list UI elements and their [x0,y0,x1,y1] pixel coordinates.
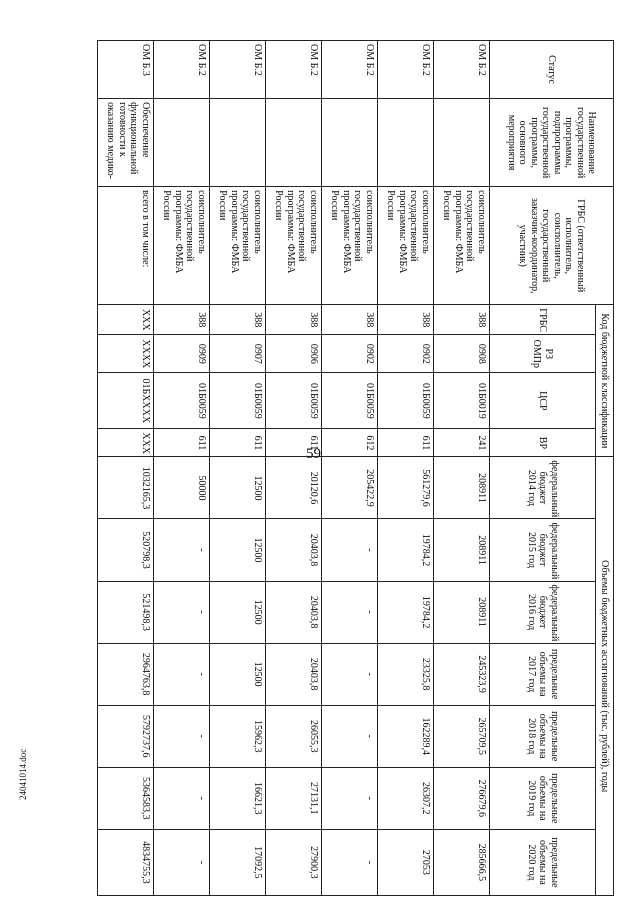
code-cell: 01Б0059 [378,373,434,429]
amount-col-header: предельные объемы на 2020 год [490,829,596,895]
amount-cell: 20403,8 [266,643,322,705]
amount-cell: 20120,6 [266,457,322,519]
amount-cell: 1032165,3 [98,457,154,519]
code-cell: XXX [98,305,154,335]
amount-col-header: федеральный бюджет 2015 год [490,519,596,581]
code-cell: 611 [154,429,210,457]
amount-cell: - [322,643,378,705]
code-col-header: ВР [490,429,596,457]
amount-cell: - [322,767,378,829]
amount-cell: 205422,9 [322,457,378,519]
name-cell: Обеспечение функциональной готовности к оказанию медико- [98,99,154,187]
amount-col-header: федеральный бюджет 2016 год [490,581,596,643]
amount-cell: 23325,8 [378,643,434,705]
amount-cell: 208911 [434,457,490,519]
amount-cell: 162289,4 [378,705,434,767]
amount-cell: 20403,8 [266,581,322,643]
amount-cell: - [154,519,210,581]
amount-cell: 27053 [378,829,434,895]
budget-table [97,40,614,896]
code-cell: 612 [322,429,378,457]
code-cell: 01Б0059 [154,373,210,429]
amount-cell: 561279,6 [378,457,434,519]
amount-cell: - [322,519,378,581]
code-cell: 611 [378,429,434,457]
amount-cell: 27900,3 [266,829,322,895]
amount-cell: 520798,3 [98,519,154,581]
amount-cell: 208911 [434,581,490,643]
code-cell: 0908 [434,335,490,373]
status-cell: ОМ Б.2 [322,41,378,99]
code-cell: 0906 [266,335,322,373]
amount-cell: 245323,9 [434,643,490,705]
code-cell: 0902 [322,335,378,373]
code-group-header: Код бюджетной классификации [596,305,614,457]
amount-cell: 20403,8 [266,519,322,581]
amount-cell: 208911 [434,519,490,581]
rotated-table-container [36,40,614,896]
code-col-header: ГРБС [490,305,596,335]
amount-cell: 521498,3 [98,581,154,643]
amount-cell: 12500 [210,643,266,705]
code-cell: XXXX [98,335,154,373]
table-row [98,41,154,896]
status-cell: ОМ Б.2 [154,41,210,99]
status-cell: ОМ Б.2 [210,41,266,99]
amount-cell: - [154,767,210,829]
amount-cell: - [322,829,378,895]
grbs-cell: соисполнитель государственной программы: ФМБА России [322,187,378,305]
code-cell: 0907 [210,335,266,373]
grbs-cell: соисполнитель государственной программы: ФМБА России [434,187,490,305]
amount-cell: 27131,1 [266,767,322,829]
amount-cell: 26307,2 [378,767,434,829]
name-cell [434,99,490,187]
table-row [210,41,266,896]
grbs-header: ГРБС (ответственный исполнитель, соисполнитель, государственный заказчик-координатор, участник) [490,187,614,305]
amount-col-header: федеральный бюджет 2014 год [490,457,596,519]
amount-cell: 15962,3 [210,705,266,767]
amount-cell: 19784,2 [378,581,434,643]
amount-cell: 50000 [154,457,210,519]
amount-cell: - [154,705,210,767]
code-cell: 388 [378,305,434,335]
amount-cell: 5364583,3 [98,767,154,829]
table-row [154,41,210,896]
table-row [378,41,434,896]
name-cell [210,99,266,187]
code-col-header: РЗ ОМПр [490,335,596,373]
code-cell: 241 [434,429,490,457]
name-header: Наименование государственной программы, подпрограммы государственной программы, основного мероприятия [490,99,614,187]
amount-cell: 276679,6 [434,767,490,829]
code-cell: 388 [434,305,490,335]
amount-cell: 285666,5 [434,829,490,895]
amount-cell: - [154,829,210,895]
grbs-cell: соисполнитель государственной программы: ФМБА России [210,187,266,305]
amount-cell: 19784,2 [378,519,434,581]
table-row [434,41,490,896]
code-cell: XXX [98,429,154,457]
status-header: Статус [490,41,614,99]
grbs-cell: соисполнитель государственной программы: ФМБА России [378,187,434,305]
table-row [322,41,378,896]
code-cell: 611 [210,429,266,457]
amount-col-header: предельные объемы на 2017 год [490,643,596,705]
amount-cell: 17092,5 [210,829,266,895]
code-cell: 388 [210,305,266,335]
amount-col-header: предельные объемы на 2019 год [490,767,596,829]
grbs-cell: соисполнитель государственной программы: ФМБА России [154,187,210,305]
code-col-header: ЦСР [490,373,596,429]
amount-cell: 12500 [210,457,266,519]
amounts-group-header: Объемы бюджетных ассигнований (тыс. рублей), годы [596,457,614,896]
grbs-cell: соисполнитель государственной программы: ФМБА России [266,187,322,305]
code-cell: 611 [266,429,322,457]
code-cell: 388 [154,305,210,335]
amount-cell: - [322,581,378,643]
code-cell: 01Б0059 [210,373,266,429]
status-cell: ОМ Б.2 [434,41,490,99]
status-cell: ОМ Б.2 [378,41,434,99]
amount-cell: - [322,705,378,767]
amount-cell: 12500 [210,519,266,581]
amount-cell: 26055,3 [266,705,322,767]
table-row [266,41,322,896]
grbs-cell: всего в том числе: [98,187,154,305]
code-cell: 01Б0019 [434,373,490,429]
page-number: 59 [306,446,321,462]
code-cell: 388 [266,305,322,335]
amount-cell: 2964763,8 [98,643,154,705]
code-cell: 01Б0059 [266,373,322,429]
name-cell [154,99,210,187]
code-cell: 0902 [378,335,434,373]
code-cell: 01Б0059 [322,373,378,429]
status-cell: ОМ Б.2 [266,41,322,99]
code-cell: 01БXXXX [98,373,154,429]
status-cell: ОМ Б.3 [98,41,154,99]
code-cell: 0909 [154,335,210,373]
amount-cell: 16621,3 [210,767,266,829]
amount-cell: 5792737,6 [98,705,154,767]
amount-cell: 265709,5 [434,705,490,767]
footer-doc-name: 24041014.doc [18,748,28,800]
name-cell [266,99,322,187]
code-cell: 388 [322,305,378,335]
amount-cell: - [154,581,210,643]
amount-cell: - [154,643,210,705]
name-cell [322,99,378,187]
amount-col-header: предельные объемы на 2018 год [490,705,596,767]
amount-cell: 4834755,3 [98,829,154,895]
amount-cell: 12500 [210,581,266,643]
name-cell [378,99,434,187]
